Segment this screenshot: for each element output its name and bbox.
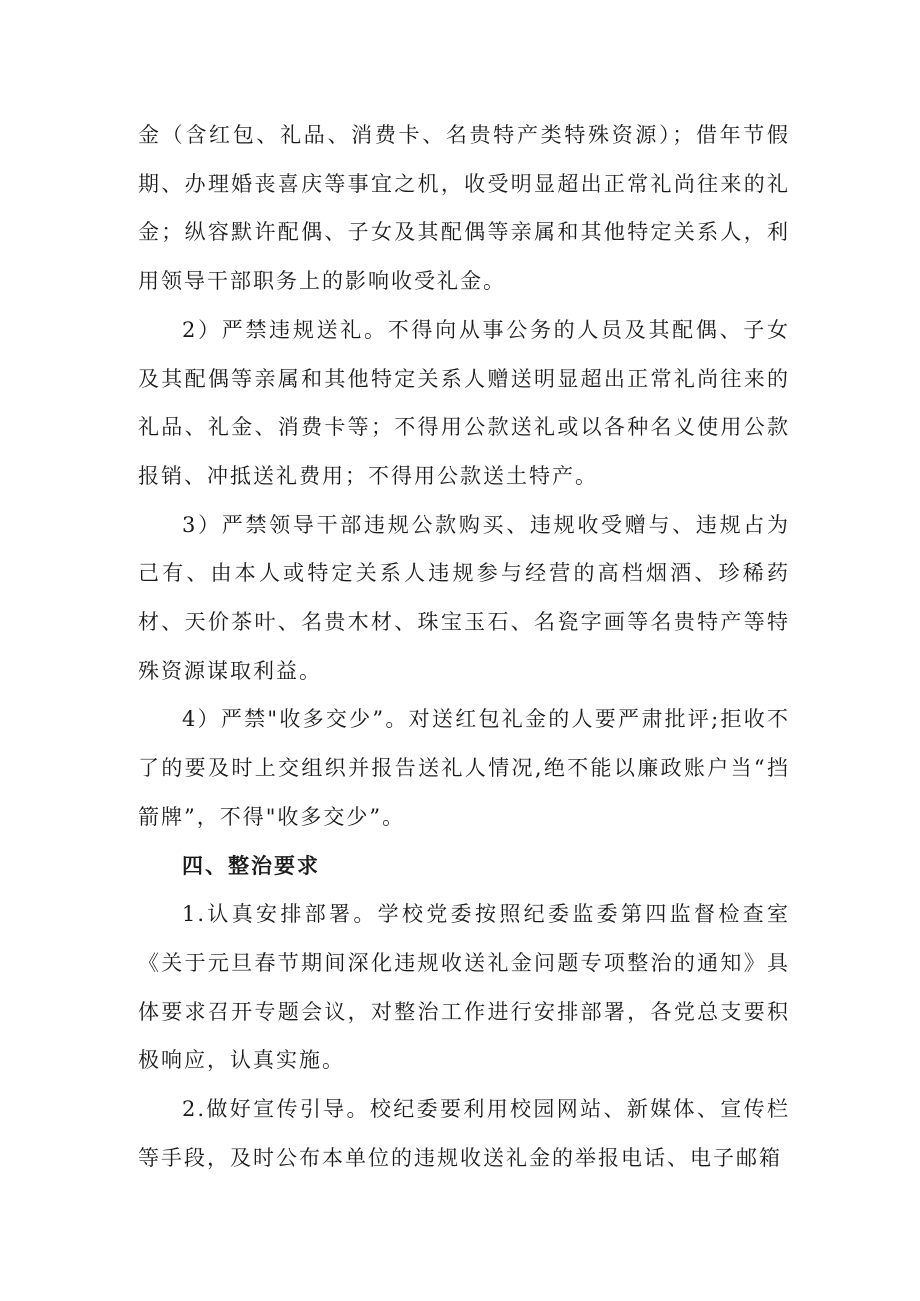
section-heading-rectification-requirements: 四、整治要求 [182,853,320,878]
paragraph-item-3-special-resources: 3）严禁领导干部违规公款购买、违规收受赠与、违规占为己有、由本人或特定关系人违规参与经营的高档烟酒、珍稀药材、天价茶叶、名贵木材、珠宝玉石、名瓷字画等名贵特产等特殊资源谋取利益。 [138,512,790,683]
paragraph-requirement-2-publicity: 2.做好宣传引导。校纪委要利用校园网站、新媒体、宣传栏等手段，及时公布本单位的违规收送礼金的举报电话、电子邮箱 [138,1097,790,1170]
paragraph-requirement-1-deployment: 1.认真安排部署。学校党委按照纪委监委第四监督检查室《关于元旦春节期间深化违规收送礼金问题专项整治的通知》具体要求召开专题会议，对整治工作进行安排部署，各党总支要积极响应，认真实施。 [138,902,790,1073]
paragraph-gift-money-continued: 金（含红包、礼品、消费卡、名贵特产类特殊资源）；借年节假期、办理婚丧喜庆等事宜之机，收受明显超出正常礼尚往来的礼金；纵容默许配偶、子女及其配偶等亲属和其他特定关系人，利用领导干部职务上的影响收受礼金。 [138,123,790,294]
paragraph-item-4-receive-more-hand-in-less: 4）严禁"收多交少”。对送红包礼金的人要严肃批评;拒收不了的要及时上交组织并报告送礼人情况,绝不能以廉政账户当“挡箭牌”，不得"收多交少”。 [138,707,790,829]
paragraph-item-2-no-gift-giving: 2）严禁违规送礼。不得向从事公务的人员及其配偶、子女及其配偶等亲属和其他特定关系人赠送明显超出正常礼尚往来的礼品、礼金、消费卡等；不得用公款送礼或以各种名义使用公款报销、冲抵送礼费用；不得用公款送土特产。 [138,317,790,488]
document-body [138,111,790,1182]
